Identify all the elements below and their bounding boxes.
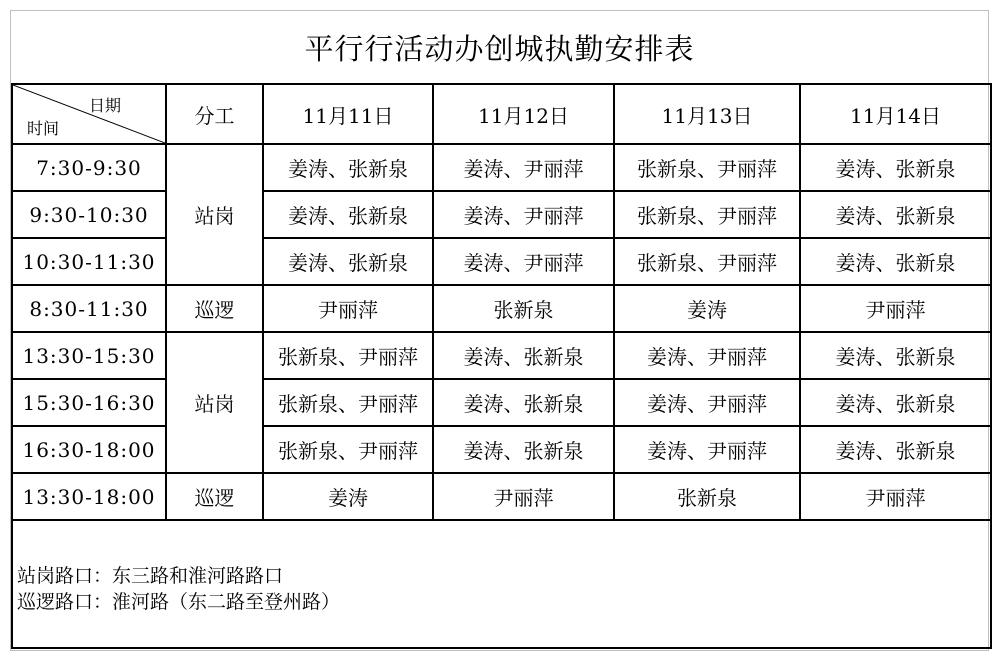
- duty-cell: 姜涛、张新泉: [433, 379, 614, 426]
- time-slot: 15:30-16:30: [12, 379, 166, 426]
- page-title: 平行行活动办创城执勤安排表: [304, 31, 695, 66]
- duty-cell: 姜涛、张新泉: [433, 332, 614, 379]
- table-row: [12, 191, 991, 238]
- duty-cell: 姜涛、张新泉: [800, 379, 991, 426]
- duty-cell: 姜涛、张新泉: [263, 238, 433, 285]
- time-slot: 13:30-15:30: [12, 332, 166, 379]
- duty-cell: 姜涛、张新泉: [263, 144, 433, 191]
- diagonal-corner-cell: [12, 84, 166, 144]
- time-slot: 13:30-18:00: [12, 473, 166, 520]
- duty-cell: 尹丽萍: [800, 285, 991, 332]
- corner-date-label: 日期: [88, 96, 121, 115]
- duty-cell: 姜涛、尹丽萍: [614, 332, 800, 379]
- role-cell: 巡逻: [166, 285, 263, 332]
- table-row: [12, 473, 991, 520]
- role-cell: 站岗: [166, 144, 263, 285]
- schedule-sheet: [10, 10, 989, 651]
- duty-cell: 张新泉、尹丽萍: [263, 332, 433, 379]
- duty-cell: 姜涛: [614, 285, 800, 332]
- duty-cell: 张新泉、尹丽萍: [263, 379, 433, 426]
- duty-cell: 姜涛、张新泉: [800, 144, 991, 191]
- date-header: 11月11日: [263, 84, 433, 144]
- time-slot: 10:30-11:30: [12, 238, 166, 285]
- duty-cell: 尹丽萍: [263, 285, 433, 332]
- role-cell: 巡逻: [166, 473, 263, 520]
- duty-cell: 姜涛、张新泉: [800, 426, 991, 473]
- table-row: [12, 285, 991, 332]
- duty-cell: 姜涛、尹丽萍: [614, 426, 800, 473]
- duty-cell: 张新泉、尹丽萍: [263, 426, 433, 473]
- time-slot: 9:30-10:30: [12, 191, 166, 238]
- duty-cell: 姜涛、张新泉: [263, 191, 433, 238]
- duty-cell: 姜涛、张新泉: [800, 191, 991, 238]
- notes-cell: [12, 520, 991, 648]
- role-cell: 站岗: [166, 332, 263, 473]
- table-header-row: [12, 84, 991, 144]
- date-header: 11月13日: [614, 84, 800, 144]
- duty-cell: 姜涛、尹丽萍: [433, 238, 614, 285]
- duty-cell: 姜涛、张新泉: [800, 238, 991, 285]
- duty-cell: 姜涛、张新泉: [800, 332, 991, 379]
- duty-cell: 姜涛、尹丽萍: [433, 144, 614, 191]
- post-location-note: 站岗路口：东三路和淮河路路口: [17, 565, 284, 587]
- duty-cell: 张新泉、尹丽萍: [614, 144, 800, 191]
- table-row: [12, 332, 991, 379]
- notes-row: [12, 520, 991, 648]
- duty-cell: 张新泉、尹丽萍: [614, 191, 800, 238]
- date-header: 11月12日: [433, 84, 614, 144]
- duty-cell: 张新泉: [614, 473, 800, 520]
- duty-cell: 姜涛、尹丽萍: [614, 379, 800, 426]
- table-row: [12, 238, 991, 285]
- duty-cell: 姜涛、尹丽萍: [433, 191, 614, 238]
- table-row: [12, 426, 991, 473]
- duty-cell: 张新泉: [433, 285, 614, 332]
- duty-schedule-table: [11, 83, 992, 649]
- table-row: [12, 144, 991, 191]
- duty-cell: 姜涛: [263, 473, 433, 520]
- time-slot: 7:30-9:30: [12, 144, 166, 191]
- corner-time-label: 时间: [27, 119, 60, 138]
- duty-cell: 张新泉、尹丽萍: [614, 238, 800, 285]
- patrol-route-note: 巡逻路口：淮河路（东二路至登州路）: [17, 591, 341, 613]
- duty-cell: 姜涛、张新泉: [433, 426, 614, 473]
- duty-cell: 尹丽萍: [800, 473, 991, 520]
- role-column-header: 分工: [166, 84, 263, 144]
- time-slot: 16:30-18:00: [12, 426, 166, 473]
- table-row: [12, 379, 991, 426]
- date-header: 11月14日: [800, 84, 991, 144]
- time-slot: 8:30-11:30: [12, 285, 166, 332]
- duty-cell: 尹丽萍: [433, 473, 614, 520]
